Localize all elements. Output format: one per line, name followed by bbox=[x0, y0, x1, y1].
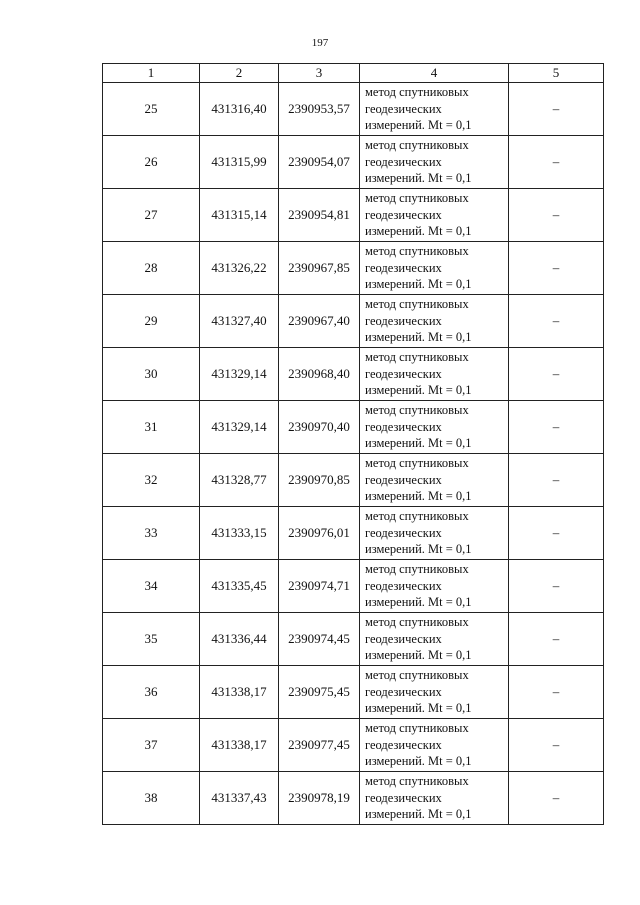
method-line: измерений. Mt = 0,1 bbox=[365, 542, 472, 557]
table-row bbox=[103, 507, 604, 560]
y-coordinate-cell: 2390968,40 bbox=[279, 348, 360, 401]
method-line: измерений. Mt = 0,1 bbox=[365, 754, 472, 769]
method-line: измерений. Mt = 0,1 bbox=[365, 383, 472, 398]
note-cell: – bbox=[509, 136, 604, 189]
note-cell: – bbox=[509, 401, 604, 454]
method-line: измерений. Mt = 0,1 bbox=[365, 436, 472, 451]
method-cell bbox=[360, 295, 509, 348]
method-line: метод спутниковых bbox=[365, 191, 469, 206]
y-coordinate-cell: 2390975,45 bbox=[279, 666, 360, 719]
method-cell bbox=[360, 613, 509, 666]
method-line: метод спутниковых bbox=[365, 721, 469, 736]
point-number-cell: 25 bbox=[103, 83, 200, 136]
note-cell: – bbox=[509, 242, 604, 295]
point-number-cell: 36 bbox=[103, 666, 200, 719]
method-line: геодезических bbox=[365, 737, 442, 752]
table-row bbox=[103, 242, 604, 295]
y-coordinate-cell: 2390974,71 bbox=[279, 560, 360, 613]
note-cell: – bbox=[509, 454, 604, 507]
table-header bbox=[103, 64, 604, 83]
point-number-cell: 28 bbox=[103, 242, 200, 295]
x-coordinate-cell: 431328,77 bbox=[200, 454, 279, 507]
table-row bbox=[103, 666, 604, 719]
note-cell: – bbox=[509, 719, 604, 772]
method-line: измерений. Mt = 0,1 bbox=[365, 171, 472, 186]
point-number-cell: 38 bbox=[103, 772, 200, 825]
table-row bbox=[103, 560, 604, 613]
y-coordinate-cell: 2390974,45 bbox=[279, 613, 360, 666]
method-line: метод спутниковых bbox=[365, 668, 469, 683]
table-body bbox=[103, 83, 604, 825]
method-cell bbox=[360, 666, 509, 719]
method-line: метод спутниковых bbox=[365, 403, 469, 418]
header-col-2: 2 bbox=[200, 64, 279, 83]
header-col-4: 4 bbox=[360, 64, 509, 83]
method-line: геодезических bbox=[365, 472, 442, 487]
table-row bbox=[103, 613, 604, 666]
x-coordinate-cell: 431338,17 bbox=[200, 719, 279, 772]
x-coordinate-cell: 431338,17 bbox=[200, 666, 279, 719]
method-line: измерений. Mt = 0,1 bbox=[365, 330, 472, 345]
y-coordinate-cell: 2390977,45 bbox=[279, 719, 360, 772]
method-cell bbox=[360, 136, 509, 189]
point-number-cell: 37 bbox=[103, 719, 200, 772]
method-cell bbox=[360, 401, 509, 454]
method-line: геодезических bbox=[365, 366, 442, 381]
y-coordinate-cell: 2390976,01 bbox=[279, 507, 360, 560]
point-number-cell: 30 bbox=[103, 348, 200, 401]
method-line: измерений. Mt = 0,1 bbox=[365, 807, 472, 822]
method-line: измерений. Mt = 0,1 bbox=[365, 648, 472, 663]
x-coordinate-cell: 431333,15 bbox=[200, 507, 279, 560]
method-line: измерений. Mt = 0,1 bbox=[365, 701, 472, 716]
point-number-cell: 29 bbox=[103, 295, 200, 348]
x-coordinate-cell: 431329,14 bbox=[200, 401, 279, 454]
y-coordinate-cell: 2390967,40 bbox=[279, 295, 360, 348]
method-line: измерений. Mt = 0,1 bbox=[365, 595, 472, 610]
note-cell: – bbox=[509, 348, 604, 401]
method-cell bbox=[360, 242, 509, 295]
method-line: геодезических bbox=[365, 684, 442, 699]
header-col-1: 1 bbox=[103, 64, 200, 83]
table-row bbox=[103, 348, 604, 401]
method-cell bbox=[360, 83, 509, 136]
method-line: измерений. Mt = 0,1 bbox=[365, 118, 472, 133]
point-number-cell: 33 bbox=[103, 507, 200, 560]
method-line: геодезических bbox=[365, 313, 442, 328]
header-row bbox=[103, 64, 604, 83]
method-line: метод спутниковых bbox=[365, 774, 469, 789]
method-line: метод спутниковых bbox=[365, 456, 469, 471]
y-coordinate-cell: 2390953,57 bbox=[279, 83, 360, 136]
y-coordinate-cell: 2390967,85 bbox=[279, 242, 360, 295]
point-number-cell: 27 bbox=[103, 189, 200, 242]
method-line: метод спутниковых bbox=[365, 350, 469, 365]
method-line: геодезических bbox=[365, 260, 442, 275]
note-cell: – bbox=[509, 83, 604, 136]
method-line: метод спутниковых bbox=[365, 615, 469, 630]
y-coordinate-cell: 2390970,85 bbox=[279, 454, 360, 507]
note-cell: – bbox=[509, 666, 604, 719]
method-cell bbox=[360, 348, 509, 401]
method-cell bbox=[360, 507, 509, 560]
y-coordinate-cell: 2390970,40 bbox=[279, 401, 360, 454]
method-line: геодезических bbox=[365, 419, 442, 434]
point-number-cell: 34 bbox=[103, 560, 200, 613]
page-number: 197 bbox=[311, 37, 329, 49]
x-coordinate-cell: 431315,14 bbox=[200, 189, 279, 242]
method-line: геодезических bbox=[365, 525, 442, 540]
table-row bbox=[103, 719, 604, 772]
table-row bbox=[103, 401, 604, 454]
note-cell: – bbox=[509, 189, 604, 242]
x-coordinate-cell: 431315,99 bbox=[200, 136, 279, 189]
method-cell bbox=[360, 189, 509, 242]
y-coordinate-cell: 2390954,07 bbox=[279, 136, 360, 189]
method-cell bbox=[360, 772, 509, 825]
method-line: метод спутниковых bbox=[365, 85, 469, 100]
method-line: геодезических bbox=[365, 631, 442, 646]
method-line: метод спутниковых bbox=[365, 297, 469, 312]
table-row bbox=[103, 772, 604, 825]
method-cell bbox=[360, 560, 509, 613]
method-line: геодезических bbox=[365, 790, 442, 805]
method-line: измерений. Mt = 0,1 bbox=[365, 489, 472, 504]
point-number-cell: 26 bbox=[103, 136, 200, 189]
method-line: геодезических bbox=[365, 154, 442, 169]
method-cell bbox=[360, 719, 509, 772]
x-coordinate-cell: 431336,44 bbox=[200, 613, 279, 666]
coordinates-table bbox=[102, 63, 604, 825]
table-row bbox=[103, 189, 604, 242]
table-row bbox=[103, 454, 604, 507]
table-row bbox=[103, 136, 604, 189]
note-cell: – bbox=[509, 772, 604, 825]
note-cell: – bbox=[509, 295, 604, 348]
x-coordinate-cell: 431335,45 bbox=[200, 560, 279, 613]
x-coordinate-cell: 431316,40 bbox=[200, 83, 279, 136]
x-coordinate-cell: 431327,40 bbox=[200, 295, 279, 348]
method-line: измерений. Mt = 0,1 bbox=[365, 277, 472, 292]
table-row bbox=[103, 83, 604, 136]
point-number-cell: 31 bbox=[103, 401, 200, 454]
method-line: геодезических bbox=[365, 207, 442, 222]
method-line: геодезических bbox=[365, 578, 442, 593]
note-cell: – bbox=[509, 560, 604, 613]
method-line: метод спутниковых bbox=[365, 138, 469, 153]
method-line: метод спутниковых bbox=[365, 562, 469, 577]
y-coordinate-cell: 2390978,19 bbox=[279, 772, 360, 825]
method-line: метод спутниковых bbox=[365, 509, 469, 524]
x-coordinate-cell: 431337,43 bbox=[200, 772, 279, 825]
method-line: геодезических bbox=[365, 101, 442, 116]
x-coordinate-cell: 431329,14 bbox=[200, 348, 279, 401]
note-cell: – bbox=[509, 613, 604, 666]
header-col-3: 3 bbox=[279, 64, 360, 83]
point-number-cell: 35 bbox=[103, 613, 200, 666]
x-coordinate-cell: 431326,22 bbox=[200, 242, 279, 295]
point-number-cell: 32 bbox=[103, 454, 200, 507]
y-coordinate-cell: 2390954,81 bbox=[279, 189, 360, 242]
note-cell: – bbox=[509, 507, 604, 560]
method-line: измерений. Mt = 0,1 bbox=[365, 224, 472, 239]
method-cell bbox=[360, 454, 509, 507]
header-col-5: 5 bbox=[509, 64, 604, 83]
table-row bbox=[103, 295, 604, 348]
method-line: метод спутниковых bbox=[365, 244, 469, 259]
